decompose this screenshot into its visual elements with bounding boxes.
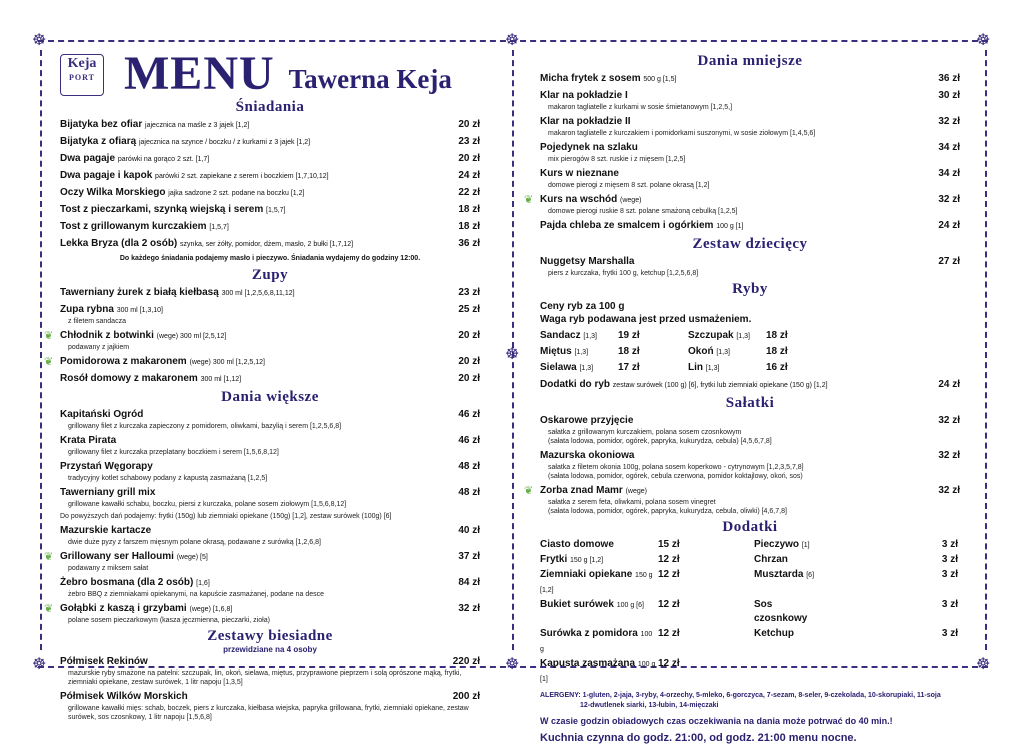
side-price: 15 zł	[658, 539, 680, 550]
section-title-zupy: Zupy	[251, 267, 289, 283]
menu-item	[44, 329, 480, 352]
item-subtext: grillowany filet z kurczaka przeplatany boczkiem i serem [1,5,6,8,12]	[68, 449, 279, 456]
side-allergens: 150 g [1,2]	[570, 557, 604, 564]
item-desc: jajecznica na szynce / boczku / z kurkami z 3 jajek [1,2]	[138, 139, 311, 146]
side-name: Surówka z pomidora 100 g	[540, 628, 653, 653]
item-subtext-2: (sałata lodowa, pomidor, ogórek, papryka, kukurydza, cebula, oliwki) [4,6,7,8]	[548, 508, 787, 515]
menu-item	[60, 152, 480, 166]
item-name: Grillowany ser Halloumi	[60, 551, 174, 562]
side-price	[828, 657, 968, 687]
item-name: Nuggetsy Marshalla	[540, 256, 635, 267]
fish-allergens: [1,3]	[705, 365, 720, 372]
side-name: Bukiet surówek 100 g [6]	[540, 599, 644, 610]
item-name: Mazurskie kartacze	[60, 525, 152, 536]
item-name: Gołąbki z kaszą i grzybami	[60, 603, 187, 614]
item-price: 23 zł	[458, 136, 480, 147]
menu-item	[540, 255, 960, 278]
item-desc: (wege)	[620, 197, 642, 204]
item-desc: [1,5,7]	[209, 224, 229, 231]
menu-item	[60, 486, 480, 509]
item-desc: (wege) [1,6,8]	[189, 606, 233, 613]
item-name: Zupa rybna	[60, 304, 114, 315]
menu-item	[540, 141, 960, 164]
item-price: 20 zł	[458, 119, 480, 130]
waiting-time-note: W czasie godzin obiadowych czas oczekiwania na dania może potrwać do 40 min.!	[540, 716, 893, 726]
item-subtext: z filetem sandacza	[68, 318, 126, 325]
item-price: 32 zł	[938, 194, 960, 205]
item-name: Oczy Wilka Morskiego	[60, 187, 166, 198]
item-price: 32 zł	[938, 116, 960, 127]
logo	[60, 54, 104, 96]
item-subtext: mazurskie ryby smażone na patelni: szczupak, lin, okoń, sielawa, miętus, przyprawione pieprzem i solą oprószone mąką, frytki, ziemniaki opiekane, zestaw surówek, 1 litr napoju [1,3,5]	[68, 670, 462, 686]
fish-allergens: [1,3]	[583, 333, 597, 340]
left-column	[44, 47, 480, 725]
menu-item	[60, 237, 480, 251]
side-name: Chrzan	[754, 554, 788, 565]
menu-item	[540, 89, 960, 112]
item-name: Mazurska okoniowa	[540, 450, 635, 461]
fish-allergens: [1,3]	[716, 349, 730, 356]
right-border	[985, 50, 987, 650]
item-subtext-2: (sałata lodowa, pomidor, ogórek, papryka, kukurydza, cebula) [4,5,6,7,8]	[548, 438, 772, 445]
item-subtext: mix pierogów 8 szt. ruskie i z mięsem [1,2,5]	[548, 156, 686, 163]
restaurant-title: Tawerna Keja	[288, 64, 452, 94]
logo-main: Keja	[67, 56, 97, 71]
item-price: 20 zł	[458, 373, 480, 384]
item-price: 34 zł	[938, 142, 960, 153]
logo-sub: PORT	[69, 73, 95, 82]
menu-title: MENU	[124, 47, 275, 100]
side-price: 3 zł	[941, 554, 958, 565]
item-price: 20 zł	[458, 153, 480, 164]
side-allergens: 100 g	[540, 631, 653, 653]
side-allergens: [6]	[806, 572, 815, 579]
item-name: Micha frytek z sosem	[540, 73, 641, 84]
leaf-icon: ❦	[44, 550, 54, 563]
main-dishes-note: Do powyższych dań podajemy: frytki (150g) lub ziemniaki opiekane (150g) [1,2], zestaw surówek (100g) [6]	[60, 513, 392, 520]
menu-item	[44, 550, 480, 573]
menu-item	[60, 576, 480, 599]
item-name: Klar na pokładzie I	[540, 90, 628, 101]
side-price: 12 zł	[658, 628, 680, 639]
menu-item	[44, 355, 480, 369]
fish-price: 18 zł	[766, 330, 788, 341]
item-subtext: żebro BBQ z ziemniakami opiekanymi, na kapuście zasmażanej, podane na desce	[68, 591, 325, 598]
item-subtext: podawany z miksem sałat	[68, 565, 149, 572]
side-name: Musztarda [6]	[754, 569, 815, 580]
menu-item	[60, 303, 480, 326]
fish-price: 16 zł	[766, 362, 788, 373]
fish-allergens: [1,3]	[736, 333, 750, 340]
menu-item	[60, 690, 480, 722]
section-title-dzieciecy: Zestaw dziecięcy	[692, 236, 808, 252]
item-price: 24 zł	[938, 220, 960, 231]
ship-wheel-icon: ☸	[32, 654, 47, 673]
item-desc: [1,6]	[196, 580, 210, 587]
item-price: 22 zł	[458, 187, 480, 198]
side-name: Ciasto domowe	[540, 539, 614, 550]
item-name: Kurs na wschód	[540, 194, 618, 205]
fish-price: 18 zł	[618, 346, 640, 357]
fish-name: Sandacz [1,3]	[540, 330, 597, 341]
item-name: Kapitański Ogród	[60, 409, 144, 420]
item-name: Pajda chleba ze smalcem i ogórkiem	[540, 220, 714, 231]
kitchen-hours-note: Kuchnia czynna do godz. 21:00, od godz. 21:00 menu nocne.	[540, 732, 857, 744]
menu-item	[524, 484, 960, 516]
item-subtext: grillowane kawałki mięs: schab, boczek, piers z kurczaka, kiełbasa wiejska, papryka grillowana, frytki, ziemniaki opiekane, zestaw surówek, sos czosnkowy, 1 litr napoju [1,5,6,8]	[68, 705, 469, 721]
item-subtext: domowe pierogi z mięsem 8 szt. polane okrasą [1,2]	[548, 182, 710, 189]
ship-wheel-icon: ☸	[976, 654, 991, 673]
section-title-dodatki: Dodatki	[722, 519, 778, 535]
item-price: 48 zł	[458, 461, 480, 472]
menu-item	[60, 203, 480, 217]
side-price: 3 zł	[941, 599, 958, 610]
menu-item	[60, 186, 480, 200]
item-price: 46 zł	[458, 435, 480, 446]
side-allergens: 100 g [6]	[616, 602, 644, 609]
item-desc: 300 ml [1,2,5,6,8,11,12]	[221, 290, 295, 297]
item-name: Chłodnik z botwinki	[60, 330, 154, 341]
item-desc: (wege) 300 ml [1,2,5,12]	[189, 359, 265, 366]
item-price: 25 zł	[458, 304, 480, 315]
item-name: Lekka Bryza (dla 2 osób)	[60, 238, 178, 249]
side-name: Ketchup	[754, 628, 794, 639]
right-column	[524, 50, 960, 745]
item-price: 46 zł	[458, 409, 480, 420]
item-name: Dwa pagaje i kapok	[60, 170, 153, 181]
item-price: 18 zł	[458, 221, 480, 232]
item-subtext: domowe pierogi ruskie 8 szt. polane smażoną cebulką [1,2,5]	[548, 208, 738, 215]
leaf-icon: ❦	[524, 484, 534, 497]
item-price: 27 zł	[938, 256, 960, 267]
item-subtext: sałatka z grillowanym kurczakiem, polana sosem czosnkowym	[548, 429, 742, 436]
item-name: Bijatyka z ofiarą	[60, 136, 137, 147]
item-subtext: grillowany filet z kurczaka zapieczony z pomidorem, oliwkami, bazylią i serem [1,2,5,6,8]	[68, 423, 342, 430]
item-price: 200 zł	[452, 691, 480, 702]
section-title-dania-wieksze: Dania większe	[221, 389, 319, 405]
item-subtext: makaron tagliatelle z kurczakiem i pomidorkami suszonymi, w sosie ziołowym [1,4,5,6]	[548, 130, 816, 137]
menu-item	[540, 167, 960, 190]
item-subtext: grillowane kawałki schabu, boczku, piersi z kurczaka, polane sosem ziołowym [1,5,6,8,12]	[68, 501, 347, 508]
side-name: Pieczywo [1]	[754, 539, 810, 550]
item-subtext: dwie duże pyzy z farszem mięsnym polane okrasą, podawane z surówką [1,2,6,8]	[68, 539, 321, 546]
item-name: Tost z pieczarkami, szynką wiejską i serem	[60, 204, 264, 215]
item-subtext: podawany z jajkiem	[68, 344, 130, 351]
menu-item	[60, 118, 480, 132]
item-name: Półmisek Wilków Morskich	[60, 691, 188, 702]
item-desc: (wege) 300 ml [2,5,12]	[156, 333, 227, 340]
section-title-dania-mniejsze: Dania mniejsze	[697, 53, 803, 69]
item-subtext: tradycyjny kotlet schabowy podany z kapustą zasmażaną [1,2,5]	[68, 475, 268, 482]
item-price: 40 zł	[458, 525, 480, 536]
side-name	[724, 657, 828, 687]
item-price: 32 zł	[938, 450, 960, 461]
item-name: Krata Pirata	[60, 435, 117, 446]
side-price: 3 zł	[941, 539, 958, 550]
menu-item	[524, 193, 960, 216]
menu-item	[60, 434, 480, 457]
menu-item	[60, 286, 480, 300]
menu-item	[60, 220, 480, 234]
fish-grid	[540, 328, 960, 376]
item-desc: 300 ml [1,12]	[200, 376, 242, 383]
section-title-salatki: Sałatki	[725, 395, 775, 411]
side-price: 12 zł	[658, 554, 680, 565]
item-price: 32 zł	[938, 415, 960, 426]
breakfast-note: Do każdego śniadania podajemy masło i pieczywo. Śniadania wydajemy do godziny 12:00.	[119, 255, 421, 262]
item-name: Tawerniany żurek z białą kiełbasą	[60, 287, 219, 298]
item-name: Tawerniany grill mix	[60, 487, 156, 498]
menu-item	[540, 219, 960, 233]
item-desc: jajecznica na maśle z 3 jajek [1,2]	[145, 122, 250, 129]
menu-item	[540, 115, 960, 138]
menu-item	[60, 135, 480, 149]
item-price: 34 zł	[938, 168, 960, 179]
item-desc: 100 g [1]	[716, 223, 744, 230]
item-name: Pojedynek na szlaku	[540, 142, 638, 153]
side-name: Kapusta zasmażana 100 g [1]	[540, 658, 656, 683]
side-name: Sos czosnkowy	[754, 599, 808, 624]
side-allergens: 150 g [1,2]	[540, 572, 653, 594]
menu-item	[540, 449, 960, 481]
item-desc: parówki 2 szt. zapiekane z serem i boczkiem [1,7,10,12]	[155, 173, 329, 180]
ship-wheel-icon: ☸	[976, 30, 991, 49]
fish-allergens: [1,3]	[574, 349, 589, 356]
item-name: Tost z grillowanym kurczakiem	[60, 221, 207, 232]
section-title-ryby: Ryby	[732, 281, 768, 297]
item-name: Rosół domowy z makaronem	[60, 373, 198, 384]
menu-item	[540, 72, 960, 86]
ship-wheel-icon: ☸	[505, 30, 520, 49]
fish-note-weight: Waga ryb podawana jest przed usmażeniem.	[540, 314, 752, 325]
item-name: Bijatyka bez ofiar	[60, 119, 143, 130]
section-title-sniadania: Śniadania	[235, 99, 305, 115]
item-desc: jajka sadzone 2 szt. podane na boczku [1,2]	[168, 190, 305, 197]
side-price: 12 zł	[658, 599, 680, 610]
item-name: Kurs w nieznane	[540, 168, 619, 179]
ship-wheel-icon: ☸	[32, 30, 47, 49]
side-allergens: 100 g [1]	[540, 661, 656, 683]
section-title-zestawy: Zestawy biesiadne	[207, 628, 333, 644]
item-name: Dwa pagaje	[60, 153, 116, 164]
item-subtext-2: (sałata lodowa, pomidor, ogórek, cebula czerwona, pomidor koktajlowy, okoń, sos)	[548, 473, 803, 480]
side-price: 12 zł	[658, 658, 680, 669]
menu-item	[540, 414, 960, 446]
menu-item	[44, 602, 480, 625]
item-subtext: sałatka z serem feta, oliwkami, polana sosem vinegret	[548, 499, 716, 506]
item-price: 84 zł	[458, 577, 480, 588]
fish-name: Lin [1,3]	[688, 362, 720, 373]
ship-wheel-icon: ☸	[505, 654, 520, 673]
item-name: Pomidorowa z makaronem	[60, 356, 187, 367]
item-price: 36 zł	[938, 73, 960, 84]
side-price: 12 zł	[658, 569, 680, 580]
leaf-icon: ❦	[44, 355, 54, 368]
side-price: 3 zł	[941, 569, 958, 580]
leaf-icon: ❦	[524, 193, 534, 206]
fish-note-price: Ceny ryb za 100 g	[540, 301, 625, 312]
allergens: ALERGENY: 1-gluten, 2-jaja, 3-ryby, 4-orzechy, 5-mleko, 6-gorczyca, 7-sezam, 8-seler, 9-czekolada, 10-skorupiaki, 11-soja 12-dwutlenek siarki, 13-łubin, 14-mięczaki	[540, 692, 941, 709]
item-price: 32 zł	[458, 603, 480, 614]
item-desc: (wege) [5]	[176, 554, 208, 561]
menu-item	[60, 372, 480, 386]
fish-name: Miętus [1,3]	[540, 346, 589, 357]
item-price: 24 zł	[458, 170, 480, 181]
item-price: 20 zł	[458, 356, 480, 367]
item-price: 37 zł	[458, 551, 480, 562]
leaf-icon: ❦	[44, 602, 54, 615]
item-price: 220 zł	[452, 656, 480, 667]
fish-name: Okoń [1,3]	[688, 346, 730, 357]
header	[60, 47, 480, 100]
item-desc: parówki na gorąco 2 szt. [1,7]	[117, 156, 210, 163]
item-desc: szynka, ser żółty, pomidor, dżem, masło, 2 bułki [1,7,12]	[180, 241, 354, 248]
item-subtext: makaron tagliatelle z kurkami w sosie śmietanowym [1,2,5,]	[548, 104, 733, 111]
sides-grid	[540, 538, 960, 687]
item-price: 48 zł	[458, 487, 480, 498]
item-subtext: polane sosem pieczarkowym (kasza jęczmienna, pieczarki, zioła)	[68, 617, 270, 624]
item-desc: [1,5,7]	[266, 207, 286, 214]
item-subtext: piers z kurczaka, frytki 100 g, ketchup [1,2,5,6,8]	[548, 270, 699, 277]
menu-item	[60, 169, 480, 183]
fish-name: Sielawa [1,3]	[540, 362, 594, 373]
zestawy-subtitle: przewidziane na 4 osoby	[223, 645, 317, 654]
side-name: Frytki 150 g [1,2]	[540, 554, 604, 565]
item-name: Półmisek Rekinów	[60, 656, 148, 667]
fish-sides-item: Dodatki do ryb zestaw surówek (100 g) [6], frytki lub ziemniaki opiekane (150 g) [1,2] 24 zł	[540, 379, 960, 390]
menu-item	[60, 524, 480, 547]
menu-item	[60, 460, 480, 483]
fish-name: Szczupak [1,3]	[688, 330, 750, 341]
item-price: 23 zł	[458, 287, 480, 298]
menu-item	[60, 655, 480, 687]
item-subtext: sałatka z filetem okonia 100g, polana sosem koperkowo - cytrynowym [1,2,3,5,7,8]	[548, 464, 804, 471]
ship-wheel-icon: ☸	[505, 344, 520, 363]
item-desc: (wege)	[625, 488, 647, 495]
left-border	[40, 50, 42, 650]
item-price: 36 zł	[458, 238, 480, 249]
item-price: 30 zł	[938, 90, 960, 101]
fish-allergens: [1,3]	[579, 365, 594, 372]
item-name: Przystań Węgorapy	[60, 461, 153, 472]
item-desc: 500 g [1,5]	[643, 76, 677, 83]
menu-item	[60, 408, 480, 431]
item-name: Żebro bosmana (dla 2 osób)	[60, 577, 194, 588]
side-allergens: [1]	[801, 542, 810, 549]
item-price: 18 zł	[458, 204, 480, 215]
side-price: 3 zł	[941, 628, 958, 639]
fish-price: 19 zł	[618, 330, 640, 341]
item-name: Oskarowe przyjęcie	[540, 415, 634, 426]
item-name: Klar na pokładzie II	[540, 116, 631, 127]
fish-price: 17 zł	[618, 362, 640, 373]
item-name: Zorba znad Mamr	[540, 485, 623, 496]
side-name: Ziemniaki opiekane 150 g [1,2]	[540, 569, 653, 594]
item-price: 32 zł	[938, 485, 960, 496]
item-desc: 300 ml [1,3,10]	[116, 307, 163, 314]
item-price: 20 zł	[458, 330, 480, 341]
fish-price: 18 zł	[766, 346, 788, 357]
leaf-icon: ❦	[44, 329, 54, 342]
